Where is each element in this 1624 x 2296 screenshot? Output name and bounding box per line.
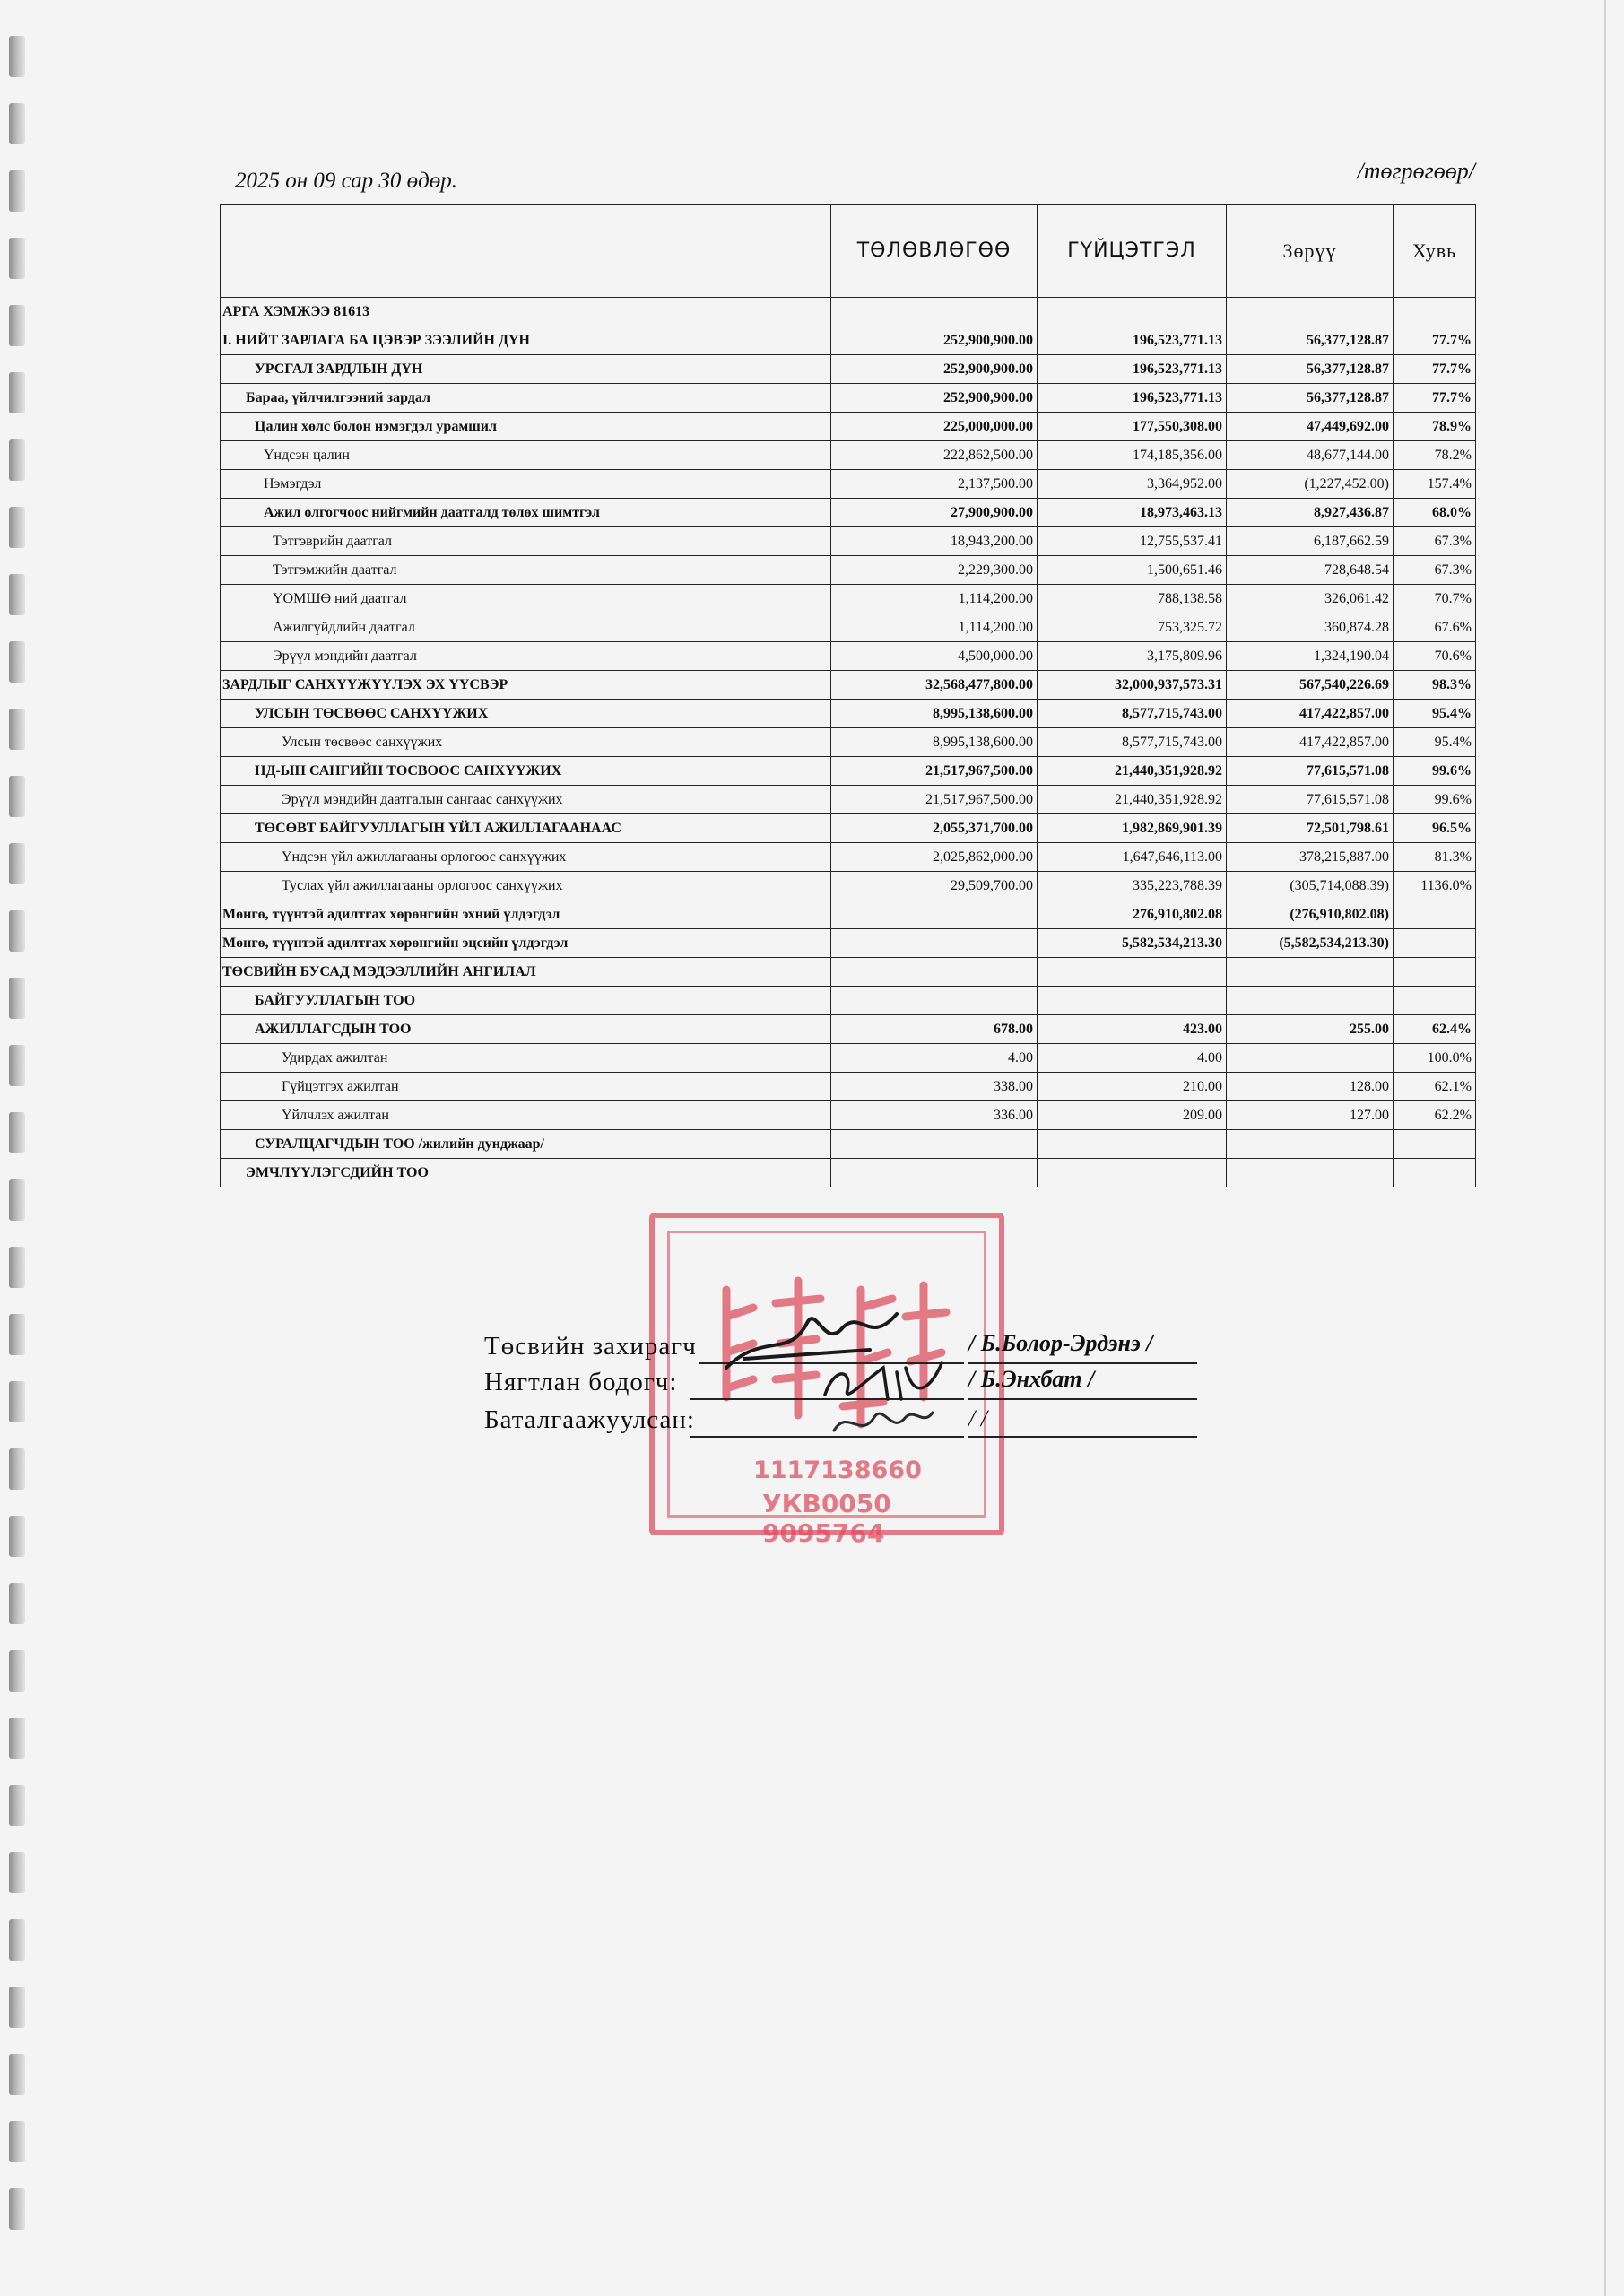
cell-diff	[1227, 1044, 1394, 1073]
cell-plan	[831, 1159, 1038, 1187]
cell-plan: 8,995,138,600.00	[831, 700, 1038, 728]
cell-plan: 225,000,000.00	[831, 413, 1038, 441]
cell-actual: 1,982,869,901.39	[1038, 814, 1227, 843]
sig-row-director	[484, 1332, 697, 1361]
cell-plan: 336.00	[831, 1101, 1038, 1130]
table-row	[221, 671, 1476, 700]
row-label: Ажилгүйдлийн даатгал	[221, 613, 831, 642]
table-row	[221, 900, 1476, 929]
row-label: Мөнгө, түүнтэй адилтгах хөрөнгийн эцсийн үлдэгдэл	[221, 929, 831, 958]
cell-plan	[831, 929, 1038, 958]
cell-pct: 99.6%	[1394, 757, 1476, 786]
sig-role: Баталгаажуулсан:	[484, 1405, 695, 1434]
sig-name-director: / Б.Болор-Эрдэнэ /	[968, 1330, 1153, 1356]
cell-plan: 4,500,000.00	[831, 642, 1038, 671]
row-label: ҮОМШӨ ний даатгал	[221, 585, 831, 613]
sig-name-certified: / /	[968, 1405, 987, 1431]
cell-actual: 753,325.72	[1038, 613, 1227, 642]
table-row	[221, 757, 1476, 786]
binder-hole	[9, 103, 25, 144]
cell-pct: 77.7%	[1394, 355, 1476, 384]
row-label: Цалин хөлс болон нэмэгдэл урамшил	[221, 413, 831, 441]
table-row	[221, 527, 1476, 556]
cell-plan	[831, 298, 1038, 326]
cell-diff: 128.00	[1227, 1073, 1394, 1101]
table-row	[221, 814, 1476, 843]
binder-hole	[9, 170, 25, 212]
row-label: Нэмэгдэл	[221, 470, 831, 499]
budget-table	[220, 204, 1476, 1187]
table-row	[221, 355, 1476, 384]
row-label: Мөнгө, түүнтэй адилтгах хөрөнгийн эхний үлдэгдэл	[221, 900, 831, 929]
cell-plan: 222,862,500.00	[831, 441, 1038, 470]
cell-plan: 338.00	[831, 1073, 1038, 1101]
cell-actual: 32,000,937,573.31	[1038, 671, 1227, 700]
table-row	[221, 441, 1476, 470]
cell-pct	[1394, 929, 1476, 958]
binder-hole	[9, 507, 25, 548]
table-row	[221, 872, 1476, 900]
binder-hole	[9, 36, 25, 77]
table-row	[221, 786, 1476, 814]
row-label: УЛСЫН ТӨСВӨӨС САНХҮҮЖИХ	[221, 700, 831, 728]
cell-pct: 95.4%	[1394, 700, 1476, 728]
row-label: ЗАРДЛЫГ САНХҮҮЖҮҮЛЭХ ЭХ ҮҮСВЭР	[221, 671, 831, 700]
binder-hole	[9, 2188, 25, 2230]
sig-role: Нягтлан бодогч:	[484, 1368, 678, 1396]
report-date: 2025 он 09 сар 30 өдөр.	[235, 169, 457, 193]
cell-pct	[1394, 1130, 1476, 1159]
cell-actual	[1038, 1159, 1227, 1187]
row-label: СУРАЛЦАГЧДЫН ТОО /жилийн дунджаар/	[221, 1130, 831, 1159]
row-label: Эрүүл мэндийн даатгалын сангаас санхүүжих	[221, 786, 831, 814]
cell-actual: 177,550,308.00	[1038, 413, 1227, 441]
table-row	[221, 384, 1476, 413]
row-label: ТӨСВИЙН БУСАД МЭДЭЭЛЛИЙН АНГИЛАЛ	[221, 958, 831, 987]
table-row	[221, 1044, 1476, 1073]
cell-pct: 77.7%	[1394, 326, 1476, 355]
header-blank	[221, 205, 831, 298]
cell-actual: 196,523,771.13	[1038, 355, 1227, 384]
cell-actual	[1038, 958, 1227, 987]
cell-actual: 12,755,537.41	[1038, 527, 1227, 556]
cell-actual: 21,440,351,928.92	[1038, 786, 1227, 814]
binder-hole	[9, 978, 25, 1019]
cell-plan: 2,055,371,700.00	[831, 814, 1038, 843]
cell-pct: 67.6%	[1394, 613, 1476, 642]
stamp-number-1: 1117138660	[753, 1457, 922, 1484]
row-label: Үндсэн цалин	[221, 441, 831, 470]
cell-pct: 157.4%	[1394, 470, 1476, 499]
cell-diff: (5,582,534,213.30)	[1227, 929, 1394, 958]
cell-pct: 68.0%	[1394, 499, 1476, 527]
table-row	[221, 499, 1476, 527]
currency-unit: /төгрөгөөр/	[1357, 158, 1475, 184]
cell-diff: (305,714,088.39)	[1227, 872, 1394, 900]
row-label: Ажил олгогчоос нийгмийн даатгалд төлөх шимтгэл	[221, 499, 831, 527]
cell-diff: 56,377,128.87	[1227, 355, 1394, 384]
cell-plan: 1,114,200.00	[831, 585, 1038, 613]
row-label: ЭМЧЛҮҮЛЭГСДИЙН ТОО	[221, 1159, 831, 1187]
cell-pct: 100.0%	[1394, 1044, 1476, 1073]
handwritten-signature-certifier	[825, 1395, 942, 1448]
binder-hole	[9, 1785, 25, 1826]
cell-actual: 8,577,715,743.00	[1038, 700, 1227, 728]
table-row	[221, 298, 1476, 326]
table-row	[221, 987, 1476, 1015]
row-label: ТӨСӨВТ БАЙГУУЛЛАГЫН ҮЙЛ АЖИЛЛАГААНААС	[221, 814, 831, 843]
cell-diff: 326,061.42	[1227, 585, 1394, 613]
sig-name-line	[968, 1398, 1197, 1400]
row-label: БАЙГУУЛЛАГЫН ТОО	[221, 987, 831, 1015]
binder-hole	[9, 1852, 25, 1893]
cell-pct: 98.3%	[1394, 671, 1476, 700]
binder-hole	[9, 843, 25, 884]
cell-diff	[1227, 1130, 1394, 1159]
cell-actual: 196,523,771.13	[1038, 326, 1227, 355]
cell-plan	[831, 958, 1038, 987]
cell-pct: 81.3%	[1394, 843, 1476, 872]
binder-hole	[9, 238, 25, 279]
binder-hole	[9, 1247, 25, 1288]
cell-plan: 2,229,300.00	[831, 556, 1038, 585]
cell-plan: 21,517,967,500.00	[831, 757, 1038, 786]
cell-actual: 8,577,715,743.00	[1038, 728, 1227, 757]
cell-actual: 276,910,802.08	[1038, 900, 1227, 929]
paper-edge	[1604, 0, 1606, 2296]
cell-diff: 728,648.54	[1227, 556, 1394, 585]
cell-plan: 252,900,900.00	[831, 355, 1038, 384]
cell-actual: 423.00	[1038, 1015, 1227, 1044]
cell-pct: 62.1%	[1394, 1073, 1476, 1101]
cell-plan: 32,568,477,800.00	[831, 671, 1038, 700]
row-label: АЖИЛЛАГСДЫН ТОО	[221, 1015, 831, 1044]
cell-plan: 21,517,967,500.00	[831, 786, 1038, 814]
cell-plan	[831, 987, 1038, 1015]
cell-pct: 70.7%	[1394, 585, 1476, 613]
cell-plan: 8,995,138,600.00	[831, 728, 1038, 757]
cell-diff: 378,215,887.00	[1227, 843, 1394, 872]
cell-diff: 48,677,144.00	[1227, 441, 1394, 470]
cell-actual	[1038, 1130, 1227, 1159]
table-header-row	[221, 205, 1476, 298]
cell-plan: 2,025,862,000.00	[831, 843, 1038, 872]
cell-pct: 62.2%	[1394, 1101, 1476, 1130]
cell-plan: 252,900,900.00	[831, 326, 1038, 355]
cell-pct: 1136.0%	[1394, 872, 1476, 900]
cell-actual: 335,223,788.39	[1038, 872, 1227, 900]
cell-plan: 1,114,200.00	[831, 613, 1038, 642]
cell-plan: 2,137,500.00	[831, 470, 1038, 499]
cell-diff: (1,227,452.00)	[1227, 470, 1394, 499]
cell-actual: 4.00	[1038, 1044, 1227, 1073]
cell-pct: 99.6%	[1394, 786, 1476, 814]
cell-diff: 77,615,571.08	[1227, 757, 1394, 786]
binder-hole	[9, 1381, 25, 1422]
binder-hole	[9, 574, 25, 615]
sig-name-line	[968, 1362, 1197, 1364]
cell-actual: 18,973,463.13	[1038, 499, 1227, 527]
cell-actual: 1,647,646,113.00	[1038, 843, 1227, 872]
cell-pct: 70.6%	[1394, 642, 1476, 671]
binder-hole	[9, 1650, 25, 1692]
table-row	[221, 1159, 1476, 1187]
binder-hole	[9, 1718, 25, 1759]
cell-diff: 56,377,128.87	[1227, 326, 1394, 355]
binder-hole	[9, 1179, 25, 1221]
cell-plan: 18,943,200.00	[831, 527, 1038, 556]
cell-pct: 67.3%	[1394, 556, 1476, 585]
row-label: Тэтгэврийн даатгал	[221, 527, 831, 556]
cell-plan: 678.00	[831, 1015, 1038, 1044]
sig-row-accountant	[484, 1368, 690, 1397]
table-row	[221, 642, 1476, 671]
binder-hole	[9, 1919, 25, 1961]
cell-diff: 417,422,857.00	[1227, 728, 1394, 757]
row-label: I. НИЙТ ЗАРЛАГА БА ЦЭВЭР ЗЭЭЛИЙН ДҮН	[221, 326, 831, 355]
binder-hole	[9, 1987, 25, 2028]
binder-holes	[9, 36, 29, 2260]
cell-actual: 174,185,356.00	[1038, 441, 1227, 470]
sig-name-line	[968, 1436, 1197, 1438]
cell-diff	[1227, 987, 1394, 1015]
cell-plan: 252,900,900.00	[831, 384, 1038, 413]
cell-pct	[1394, 900, 1476, 929]
row-label: Бараа, үйлчилгээний зардал	[221, 384, 831, 413]
sig-row-certified	[484, 1405, 695, 1435]
binder-hole	[9, 1314, 25, 1355]
cell-diff: 1,324,190.04	[1227, 642, 1394, 671]
binder-hole	[9, 1448, 25, 1490]
cell-actual: 5,582,534,213.30	[1038, 929, 1227, 958]
binder-hole	[9, 2054, 25, 2095]
binder-hole	[9, 372, 25, 413]
header-diff: Зөрүү	[1227, 205, 1394, 298]
cell-pct: 96.5%	[1394, 814, 1476, 843]
binder-hole	[9, 641, 25, 683]
cell-pct: 78.2%	[1394, 441, 1476, 470]
row-label: Туслах үйл ажиллагааны орлогоос санхүүжих	[221, 872, 831, 900]
cell-diff: 6,187,662.59	[1227, 527, 1394, 556]
header-pct: Хувь	[1394, 205, 1476, 298]
row-label: Гүйцэтгэх ажилтан	[221, 1073, 831, 1101]
binder-hole	[9, 305, 25, 346]
binder-hole	[9, 2121, 25, 2162]
table-row	[221, 1015, 1476, 1044]
row-label: Үйлчлэх ажилтан	[221, 1101, 831, 1130]
cell-plan: 29,509,700.00	[831, 872, 1038, 900]
cell-diff: 127.00	[1227, 1101, 1394, 1130]
cell-diff: 77,615,571.08	[1227, 786, 1394, 814]
cell-diff	[1227, 298, 1394, 326]
cell-diff: 360,874.28	[1227, 613, 1394, 642]
binder-hole	[9, 1112, 25, 1153]
cell-pct	[1394, 958, 1476, 987]
row-label: УРСГАЛ ЗАРДЛЫН ДҮН	[221, 355, 831, 384]
cell-plan: 4.00	[831, 1044, 1038, 1073]
table-row	[221, 326, 1476, 355]
cell-actual: 3,364,952.00	[1038, 470, 1227, 499]
table-row	[221, 613, 1476, 642]
cell-pct: 95.4%	[1394, 728, 1476, 757]
table-row	[221, 929, 1476, 958]
table-row	[221, 556, 1476, 585]
cell-pct: 77.7%	[1394, 384, 1476, 413]
cell-actual: 21,440,351,928.92	[1038, 757, 1227, 786]
cell-actual: 196,523,771.13	[1038, 384, 1227, 413]
cell-actual: 3,175,809.96	[1038, 642, 1227, 671]
cell-diff: 47,449,692.00	[1227, 413, 1394, 441]
binder-hole	[9, 776, 25, 817]
cell-plan: 27,900,900.00	[831, 499, 1038, 527]
row-label: Улсын төсвөөс санхүүжих	[221, 728, 831, 757]
table-row	[221, 585, 1476, 613]
cell-diff: 56,377,128.87	[1227, 384, 1394, 413]
cell-diff	[1227, 1159, 1394, 1187]
binder-hole	[9, 709, 25, 750]
row-label: Үндсэн үйл ажиллагааны орлогоос санхүүжих	[221, 843, 831, 872]
cell-pct	[1394, 298, 1476, 326]
row-label: АРГА ХЭМЖЭЭ 81613	[221, 298, 831, 326]
row-label: Тэтгэмжийн даатгал	[221, 556, 831, 585]
binder-hole	[9, 439, 25, 481]
binder-hole	[9, 1516, 25, 1557]
stamp-number-2: УКВ0050 9095764	[762, 1489, 891, 1548]
table-row	[221, 470, 1476, 499]
table-row	[221, 843, 1476, 872]
cell-pct: 78.9%	[1394, 413, 1476, 441]
table-row	[221, 413, 1476, 441]
cell-pct: 67.3%	[1394, 527, 1476, 556]
cell-diff	[1227, 958, 1394, 987]
cell-diff: 255.00	[1227, 1015, 1394, 1044]
cell-diff: 567,540,226.69	[1227, 671, 1394, 700]
cell-plan	[831, 900, 1038, 929]
cell-diff: 72,501,798.61	[1227, 814, 1394, 843]
table-row	[221, 958, 1476, 987]
cell-diff: (276,910,802.08)	[1227, 900, 1394, 929]
table-row	[221, 1130, 1476, 1159]
sig-name-accountant: / Б.Энхбат /	[968, 1366, 1095, 1392]
cell-plan	[831, 1130, 1038, 1159]
table-row	[221, 728, 1476, 757]
cell-actual: 209.00	[1038, 1101, 1227, 1130]
row-label: НД-ЫН САНГИЙН ТӨСВӨӨС САНХҮҮЖИХ	[221, 757, 831, 786]
header-actual: ГҮЙЦЭТГЭЛ	[1038, 205, 1227, 298]
cell-actual: 210.00	[1038, 1073, 1227, 1101]
binder-hole	[9, 1045, 25, 1086]
cell-pct: 62.4%	[1394, 1015, 1476, 1044]
cell-pct	[1394, 1159, 1476, 1187]
cell-diff: 417,422,857.00	[1227, 700, 1394, 728]
row-label: Удирдах ажилтан	[221, 1044, 831, 1073]
row-label: Эрүүл мэндийн даатгал	[221, 642, 831, 671]
cell-pct	[1394, 987, 1476, 1015]
cell-actual	[1038, 987, 1227, 1015]
sig-role: Төсвийн захирагч	[484, 1332, 697, 1361]
header-plan: ТӨЛӨВЛӨГӨӨ	[831, 205, 1038, 298]
cell-actual	[1038, 298, 1227, 326]
binder-hole	[9, 1583, 25, 1624]
binder-hole	[9, 910, 25, 952]
cell-diff: 8,927,436.87	[1227, 499, 1394, 527]
cell-actual: 788,138.58	[1038, 585, 1227, 613]
cell-actual: 1,500,651.46	[1038, 556, 1227, 585]
table-row	[221, 700, 1476, 728]
table-row	[221, 1073, 1476, 1101]
table-row	[221, 1101, 1476, 1130]
